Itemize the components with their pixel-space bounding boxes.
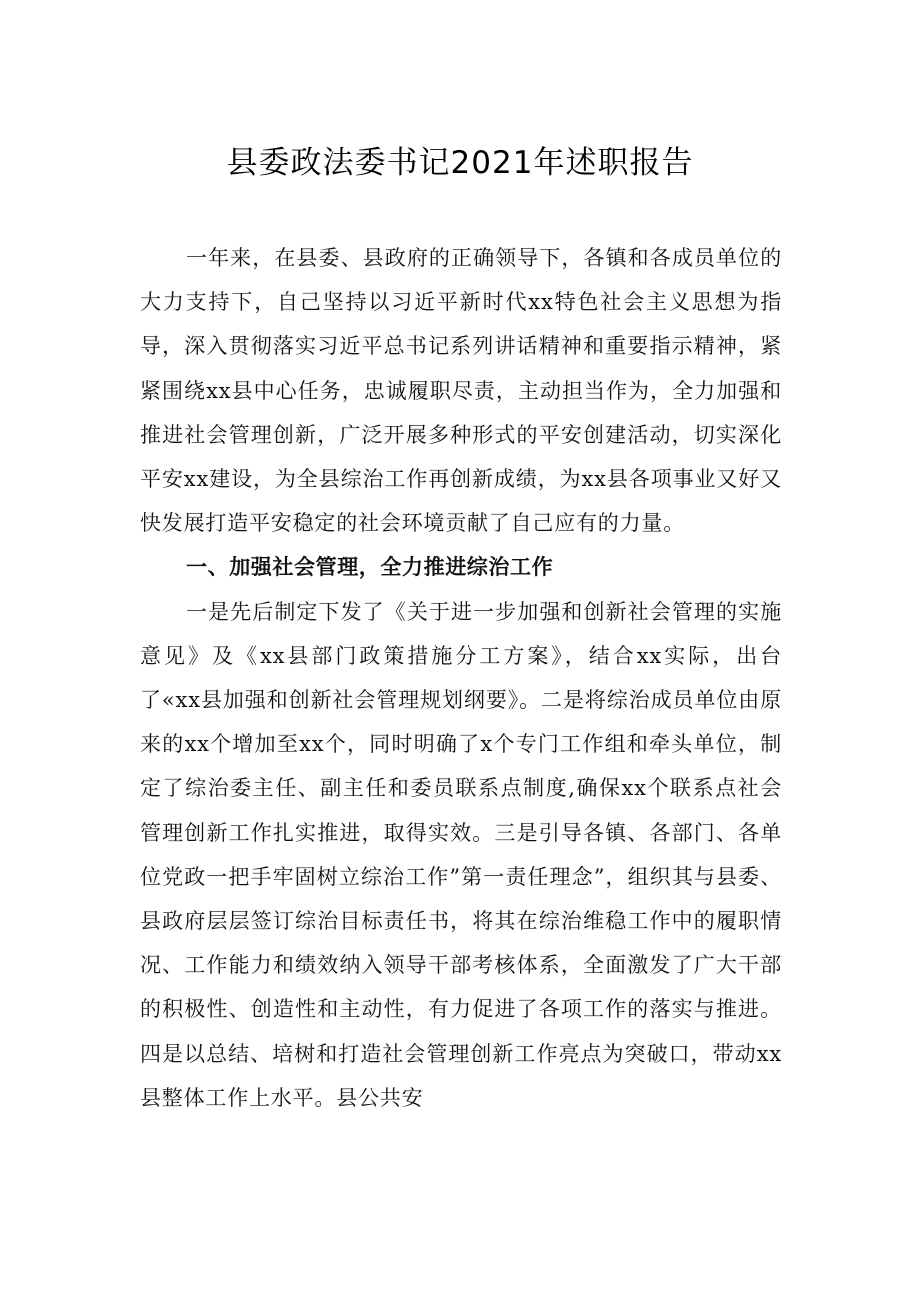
- document-title: 县委政法委书记2021年述职报告: [226, 145, 694, 181]
- intro-paragraph: 一年来，在县委、县政府的正确领导下，各镇和各成员单位的大力支持下，自己坚持以习近平新时代xx特色社会主义思想为指导，深入贯彻落实习近平总书记系列讲话精神和重要指示精神，紧紧围绕xx县中心任务，忠诚履职尽责，主动担当作为，全力加强和推进社会管理创新，广泛开展多种形式的平安创建活动，切实深化平安xx建设，为全县综治工作再创新成绩，为xx县各项事业又好又快发展打造平安稳定的社会环境贡献了自己应有的力量。: [140, 246, 782, 536]
- document-body: [140, 236, 782, 1120]
- section-paragraph: 一是先后制定下发了《关于进一步加强和创新社会管理的实施意见》及《xx县部门政策措施分工方案》，结合xx实际，出台了«xx县加强和创新社会管理规划纲要》。二是将综治成员单位由原来的xx个增加至xx个，同时明确了x个专门工作组和牵头单位，制定了综治委主任、副主任和委员联系点制度,确保xx个联系点社会管理创新工作扎实推进，取得实效。三是引导各镇、各部门、各单位党政一把手牢固树立综治工作”第一责任理念”，组织其与县委、县政府层层签订综治目标责任书，将其在综治维稳工作中的履职情况、工作能力和绩效纳入领导干部考核体系，全面激发了广大干部的积极性、创造性和主动性，有力促进了各项工作的落实与推进。四是以总结、培树和打造社会管理创新工作亮点为突破口，带动xx县整体工作上水平。县公共安: [140, 599, 782, 1110]
- section-heading: 一、加强社会管理，全力推进综治工作: [186, 555, 554, 580]
